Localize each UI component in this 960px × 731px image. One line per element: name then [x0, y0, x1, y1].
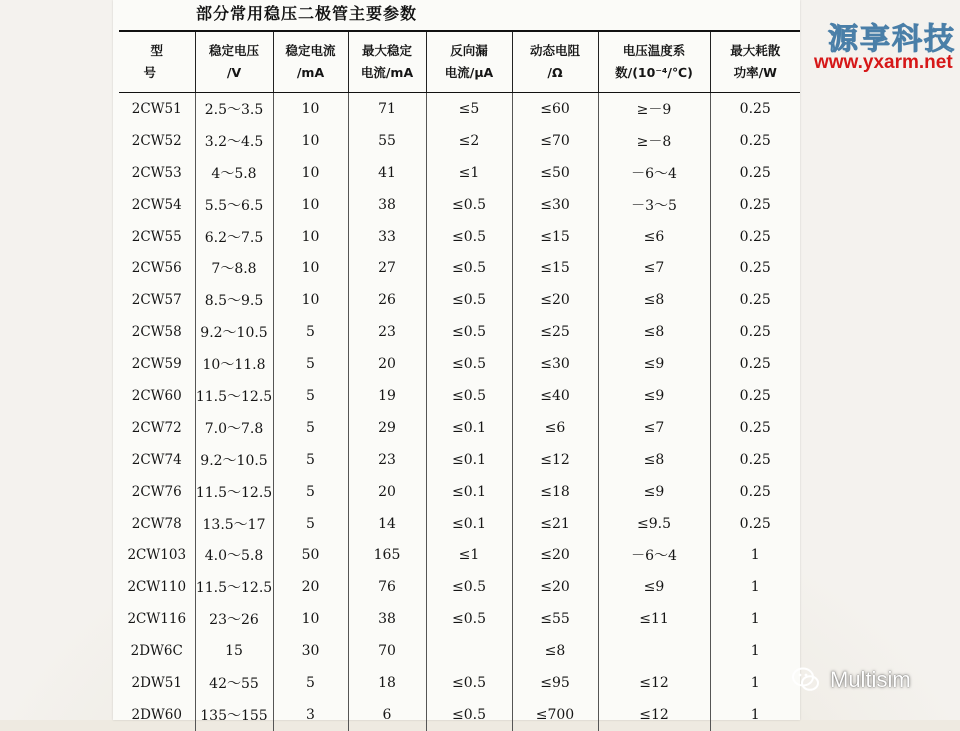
table-row: [119, 571, 800, 603]
header-power: 最大耗散 功率/W: [710, 31, 800, 93]
cell-voltage: 6.2～7.5: [195, 221, 273, 253]
cell-current: 5: [273, 667, 348, 699]
table-row: [119, 284, 800, 316]
cell-power: 0.25: [710, 284, 800, 316]
cell-max-current: 26: [348, 284, 426, 316]
header-temp-coeff: 电压温度系 数/(10⁻⁴/℃): [598, 31, 710, 93]
cell-voltage: 13.5～17: [195, 508, 273, 540]
cell-model: 2CW103: [119, 539, 195, 571]
table-row: [119, 189, 800, 221]
brand-logo: [812, 14, 957, 76]
cell-power: 0.25: [710, 380, 800, 412]
cell-resistance: ≤55: [512, 603, 598, 635]
cell-resistance: ≤50: [512, 157, 598, 189]
cell-current: 5: [273, 412, 348, 444]
cell-model: 2CW58: [119, 316, 195, 348]
cell-resistance: ≤60: [512, 93, 598, 125]
cell-leakage: ≤0.5: [426, 380, 512, 412]
cell-voltage: 11.5～12.5: [195, 476, 273, 508]
cell-resistance: ≤20: [512, 571, 598, 603]
cell-temp-coeff: ≤7: [598, 412, 710, 444]
header-leakage: 反向漏 电流/μA: [426, 31, 512, 93]
table-row: [119, 125, 800, 157]
cell-current: 5: [273, 476, 348, 508]
cell-temp-coeff: －6～4: [598, 539, 710, 571]
cell-resistance: ≤40: [512, 380, 598, 412]
cell-voltage: 7.0～7.8: [195, 412, 273, 444]
cell-leakage: ≤0.5: [426, 667, 512, 699]
cell-current: 10: [273, 125, 348, 157]
cell-model: 2CW51: [119, 93, 195, 125]
cell-max-current: 165: [348, 539, 426, 571]
cell-temp-coeff: ≤9: [598, 476, 710, 508]
cell-resistance: ≤15: [512, 252, 598, 284]
cell-resistance: ≤30: [512, 348, 598, 380]
table-row: [119, 699, 800, 731]
cell-resistance: ≤20: [512, 539, 598, 571]
cell-max-current: 20: [348, 348, 426, 380]
watermark-text: Multisim: [830, 667, 911, 692]
cell-voltage: 8.5～9.5: [195, 284, 273, 316]
cell-resistance: ≤21: [512, 508, 598, 540]
cell-model: 2DW51: [119, 667, 195, 699]
cell-current: 20: [273, 571, 348, 603]
cell-voltage: 23～26: [195, 603, 273, 635]
cell-power: 1: [710, 539, 800, 571]
logo-url: www.yxarm.net: [814, 52, 953, 73]
cell-voltage: 7～8.8: [195, 252, 273, 284]
cell-current: 10: [273, 189, 348, 221]
cell-current: 3: [273, 699, 348, 731]
cell-power: 1: [710, 699, 800, 731]
header-voltage: 稳定电压 /V: [195, 31, 273, 93]
cell-model: 2CW60: [119, 380, 195, 412]
table-row: [119, 412, 800, 444]
cell-temp-coeff: ≤9: [598, 571, 710, 603]
cell-temp-coeff: ≤8: [598, 316, 710, 348]
cell-model: 2CW110: [119, 571, 195, 603]
table-row: [119, 476, 800, 508]
cell-power: 1: [710, 571, 800, 603]
cell-resistance: ≤12: [512, 444, 598, 476]
cell-power: 0.25: [710, 252, 800, 284]
cell-leakage: ≤0.5: [426, 348, 512, 380]
cell-temp-coeff: ≤7: [598, 252, 710, 284]
cell-current: 10: [273, 603, 348, 635]
cell-current: 10: [273, 284, 348, 316]
watermark: [790, 664, 911, 696]
cell-power: 0.25: [710, 508, 800, 540]
cell-power: 0.25: [710, 412, 800, 444]
cell-power: 0.25: [710, 348, 800, 380]
cell-temp-coeff: ≤8: [598, 284, 710, 316]
cell-resistance: ≤95: [512, 667, 598, 699]
table-row: [119, 316, 800, 348]
cell-max-current: 27: [348, 252, 426, 284]
cell-resistance: ≤30: [512, 189, 598, 221]
cell-model: 2CW56: [119, 252, 195, 284]
cell-voltage: 11.5～12.5: [195, 571, 273, 603]
table-row: [119, 157, 800, 189]
cell-power: 1: [710, 667, 800, 699]
table-row: [119, 603, 800, 635]
cell-temp-coeff: －3～5: [598, 189, 710, 221]
cell-voltage: 2.5～3.5: [195, 93, 273, 125]
cell-current: 5: [273, 444, 348, 476]
cell-max-current: 70: [348, 635, 426, 667]
cell-leakage: ≤1: [426, 157, 512, 189]
cell-current: 5: [273, 348, 348, 380]
cell-model: 2CW74: [119, 444, 195, 476]
table-header-row: [119, 31, 800, 93]
cell-leakage: ≤0.1: [426, 444, 512, 476]
cell-resistance: ≤70: [512, 125, 598, 157]
cell-current: 10: [273, 93, 348, 125]
cell-voltage: 9.2～10.5: [195, 444, 273, 476]
cell-resistance: ≤20: [512, 284, 598, 316]
wechat-icon: [790, 664, 822, 696]
cell-voltage: 3.2～4.5: [195, 125, 273, 157]
cell-temp-coeff: ≤12: [598, 699, 710, 731]
cell-max-current: 20: [348, 476, 426, 508]
cell-power: 0.25: [710, 316, 800, 348]
cell-leakage: ≤0.5: [426, 221, 512, 253]
cell-current: 10: [273, 221, 348, 253]
cell-model: 2CW76: [119, 476, 195, 508]
cell-leakage: ≤0.5: [426, 189, 512, 221]
cell-current: 10: [273, 157, 348, 189]
cell-leakage: ≤0.5: [426, 252, 512, 284]
cell-power: 0.25: [710, 476, 800, 508]
cell-power: 1: [710, 603, 800, 635]
table-row: [119, 252, 800, 284]
cell-leakage: ≤5: [426, 93, 512, 125]
table-row: [119, 221, 800, 253]
cell-max-current: 38: [348, 189, 426, 221]
table-row: [119, 635, 800, 667]
page-title: 部分常用稳压二极管主要参数: [196, 4, 418, 23]
cell-power: 0.25: [710, 93, 800, 125]
cell-max-current: 38: [348, 603, 426, 635]
cell-max-current: 41: [348, 157, 426, 189]
cell-max-current: 29: [348, 412, 426, 444]
cell-current: 5: [273, 508, 348, 540]
cell-model: 2CW116: [119, 603, 195, 635]
cell-leakage: ≤0.5: [426, 603, 512, 635]
table-row: [119, 508, 800, 540]
cell-temp-coeff: ≤9: [598, 380, 710, 412]
cell-leakage: ≤0.1: [426, 508, 512, 540]
cell-voltage: 42～55: [195, 667, 273, 699]
cell-voltage: 5.5～6.5: [195, 189, 273, 221]
cell-voltage: 15: [195, 635, 273, 667]
table-row: [119, 667, 800, 699]
cell-temp-coeff: ≤6: [598, 221, 710, 253]
cell-current: 5: [273, 316, 348, 348]
table-row: [119, 93, 800, 125]
cell-leakage: ≤0.5: [426, 571, 512, 603]
cell-temp-coeff: [598, 635, 710, 667]
cell-power: 1: [710, 635, 800, 667]
cell-max-current: 71: [348, 93, 426, 125]
cell-leakage: ≤0.5: [426, 699, 512, 731]
cell-resistance: ≤700: [512, 699, 598, 731]
cell-max-current: 23: [348, 316, 426, 348]
cell-voltage: 4～5.8: [195, 157, 273, 189]
cell-resistance: ≤18: [512, 476, 598, 508]
cell-max-current: 18: [348, 667, 426, 699]
cell-current: 5: [273, 380, 348, 412]
cell-model: 2CW54: [119, 189, 195, 221]
cell-voltage: 9.2～10.5: [195, 316, 273, 348]
cell-resistance: ≤6: [512, 412, 598, 444]
cell-temp-coeff: ≤11: [598, 603, 710, 635]
cell-resistance: ≤15: [512, 221, 598, 253]
table-row: [119, 444, 800, 476]
table-row: [119, 539, 800, 571]
cell-model: 2DW60: [119, 699, 195, 731]
header-current: 稳定电流 /mA: [273, 31, 348, 93]
cell-model: 2CW53: [119, 157, 195, 189]
cell-model: 2CW52: [119, 125, 195, 157]
zener-parameters-table: [119, 30, 800, 731]
cell-resistance: ≤25: [512, 316, 598, 348]
logo-name: 源享科技: [828, 22, 956, 57]
cell-model: 2CW72: [119, 412, 195, 444]
table-row: [119, 380, 800, 412]
cell-temp-coeff: ≥－8: [598, 125, 710, 157]
cell-max-current: 76: [348, 571, 426, 603]
cell-power: 0.25: [710, 125, 800, 157]
cell-max-current: 14: [348, 508, 426, 540]
cell-current: 50: [273, 539, 348, 571]
cell-voltage: 11.5～12.5: [195, 380, 273, 412]
cell-power: 0.25: [710, 221, 800, 253]
cell-leakage: ≤0.1: [426, 412, 512, 444]
cell-power: 0.25: [710, 157, 800, 189]
cell-leakage: ≤2: [426, 125, 512, 157]
header-model: 型 号: [119, 31, 195, 93]
cell-model: 2CW55: [119, 221, 195, 253]
cell-current: 10: [273, 252, 348, 284]
cell-power: 0.25: [710, 189, 800, 221]
header-resistance: 动态电阻 /Ω: [512, 31, 598, 93]
cell-model: 2CW57: [119, 284, 195, 316]
header-max-current: 最大稳定 电流/mA: [348, 31, 426, 93]
cell-voltage: 135～155: [195, 699, 273, 731]
cell-max-current: 55: [348, 125, 426, 157]
cell-leakage: ≤0.5: [426, 316, 512, 348]
cell-temp-coeff: ≤9.5: [598, 508, 710, 540]
cell-max-current: 19: [348, 380, 426, 412]
cell-resistance: ≤8: [512, 635, 598, 667]
cell-model: 2CW59: [119, 348, 195, 380]
cell-model: 2DW6C: [119, 635, 195, 667]
cell-leakage: ≤0.5: [426, 284, 512, 316]
cell-leakage: ≤1: [426, 539, 512, 571]
cell-max-current: 23: [348, 444, 426, 476]
cell-leakage: ≤0.1: [426, 476, 512, 508]
cell-temp-coeff: ≤12: [598, 667, 710, 699]
cell-current: 30: [273, 635, 348, 667]
cell-temp-coeff: ≥－9: [598, 93, 710, 125]
cell-max-current: 6: [348, 699, 426, 731]
cell-power: 0.25: [710, 444, 800, 476]
cell-voltage: 10～11.8: [195, 348, 273, 380]
cell-temp-coeff: ≤8: [598, 444, 710, 476]
cell-leakage: [426, 635, 512, 667]
cell-max-current: 33: [348, 221, 426, 253]
table-row: [119, 348, 800, 380]
cell-temp-coeff: －6～4: [598, 157, 710, 189]
cell-temp-coeff: ≤9: [598, 348, 710, 380]
cell-voltage: 4.0～5.8: [195, 539, 273, 571]
cell-model: 2CW78: [119, 508, 195, 540]
